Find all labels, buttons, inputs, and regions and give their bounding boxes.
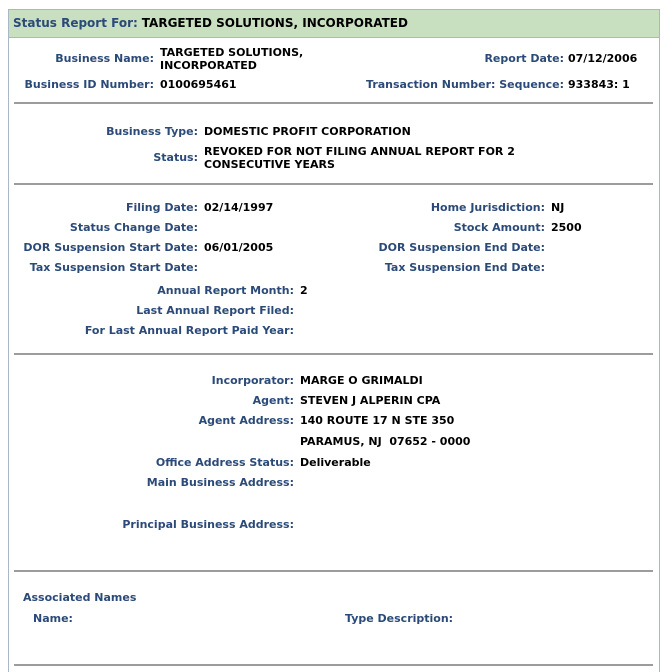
transaction-value: 933843: 1 xyxy=(568,78,630,91)
status-change-date-label: Status Change Date: xyxy=(69,221,198,234)
home-jurisdiction-label: Home Jurisdiction: xyxy=(430,201,545,214)
business-id-value: 0100695461 xyxy=(160,78,237,91)
business-name-line2: INCORPORATED xyxy=(160,59,257,72)
last-report-filed-label: Last Annual Report Filed: xyxy=(136,304,294,317)
tax-start-label: Tax Suspension Start Date: xyxy=(29,261,198,274)
report-date-value: 07/12/2006 xyxy=(568,52,638,65)
annual-report-month-label: Annual Report Month: xyxy=(157,284,294,297)
header-label: Status Report For: xyxy=(13,16,138,30)
header-company-name: TARGETED SOLUTIONS, INCORPORATED xyxy=(141,16,408,30)
transaction-label: Transaction Number: Sequence: xyxy=(366,78,564,91)
dor-start-value: 06/01/2005 xyxy=(204,241,274,254)
agent-address-line2: PARAMUS, NJ 07652 - 0000 xyxy=(300,435,471,448)
incorporator-value: MARGE O GRIMALDI xyxy=(300,374,423,387)
agent-label: Agent: xyxy=(252,394,294,407)
report-date-label: Report Date: xyxy=(484,52,564,65)
report-frame xyxy=(8,9,660,672)
status-line1: REVOKED FOR NOT FILING ANNUAL REPORT FOR 2 xyxy=(204,145,515,158)
associated-type-label: Type Description: xyxy=(345,612,454,625)
divider-2 xyxy=(14,183,653,185)
divider-4 xyxy=(14,570,653,572)
business-type-label: Business Type: xyxy=(106,125,198,138)
divider-5 xyxy=(14,664,653,666)
annual-report-month-value: 2 xyxy=(300,284,308,297)
business-type-value: DOMESTIC PROFIT CORPORATION xyxy=(204,125,411,138)
divider-3 xyxy=(14,353,653,355)
associated-name-label: Name: xyxy=(33,612,73,625)
report-header xyxy=(9,10,659,38)
agent-address-line1: 140 ROUTE 17 N STE 350 xyxy=(300,414,455,427)
dor-end-label: DOR Suspension End Date: xyxy=(378,241,545,254)
stock-amount-label: Stock Amount: xyxy=(453,221,545,234)
last-paid-year-label: For Last Annual Report Paid Year: xyxy=(84,324,294,337)
tax-end-label: Tax Suspension End Date: xyxy=(384,261,545,274)
principal-business-address-label: Principal Business Address: xyxy=(122,518,294,531)
associated-names-heading: Associated Names xyxy=(23,591,137,604)
dor-start-label: DOR Suspension Start Date: xyxy=(23,241,198,254)
status-line2: CONSECUTIVE YEARS xyxy=(204,158,335,171)
divider-1 xyxy=(14,102,653,104)
business-name-label: Business Name: xyxy=(55,52,154,65)
filing-date-label: Filing Date: xyxy=(125,201,198,214)
home-jurisdiction-value: NJ xyxy=(551,201,565,214)
main-business-address-label: Main Business Address: xyxy=(146,476,294,489)
filing-date-value: 02/14/1997 xyxy=(204,201,274,214)
office-address-status-value: Deliverable xyxy=(300,456,371,469)
office-address-status-label: Office Address Status: xyxy=(155,456,294,469)
business-id-label: Business ID Number: xyxy=(24,78,154,91)
agent-value: STEVEN J ALPERIN CPA xyxy=(300,394,441,407)
status-label: Status: xyxy=(153,151,198,164)
stock-amount-value: 2500 xyxy=(551,221,582,234)
business-name-line1: TARGETED SOLUTIONS, xyxy=(160,46,304,59)
incorporator-label: Incorporator: xyxy=(211,374,294,387)
agent-address-label: Agent Address: xyxy=(198,414,294,427)
